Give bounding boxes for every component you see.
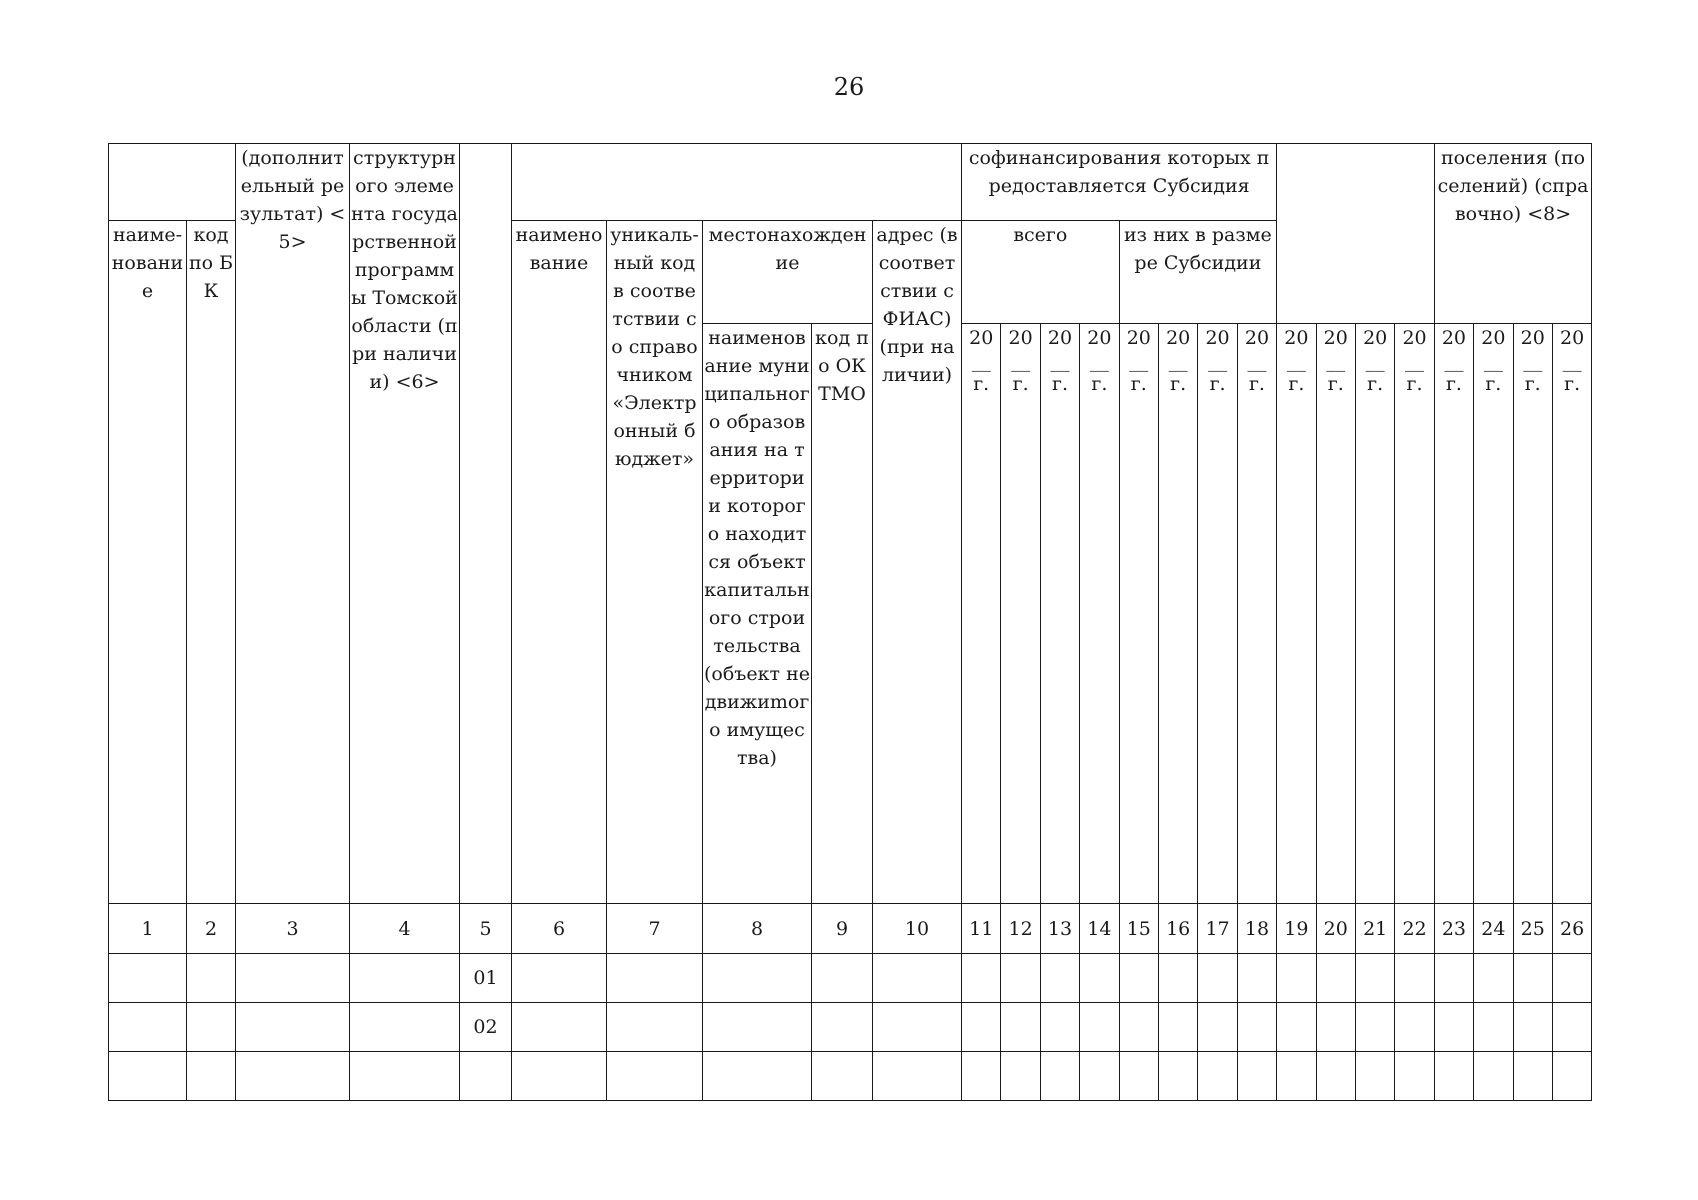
table-cell: [187, 1003, 236, 1052]
year-cell: [1001, 324, 1040, 904]
table-cell: [1277, 1052, 1316, 1101]
table-cell: [236, 954, 350, 1003]
year-cell: [1158, 324, 1197, 904]
header-col4-structural-element: структурного элемента государственной программы Томской области (при наличии) <6>: [350, 144, 460, 904]
table-cell: [1001, 954, 1040, 1003]
year-prefix: 20: [1284, 327, 1309, 349]
year-blank: __: [1050, 350, 1070, 372]
table-cell: [1277, 1003, 1316, 1052]
year-suffix: г.: [1209, 373, 1226, 395]
year-prefix: 20: [1047, 327, 1073, 349]
year-cell: [1395, 324, 1434, 904]
header-col10-address: адрес (в соответствии с ФИАС) (при наличии): [873, 221, 962, 904]
year-blank: __: [1326, 350, 1346, 372]
year-cell: [962, 324, 1001, 904]
table-cell: [812, 1003, 873, 1052]
column-number: 5: [460, 904, 512, 954]
year-suffix: г.: [1327, 373, 1344, 395]
table-cell: [1001, 1003, 1040, 1052]
table-cell: [1513, 954, 1552, 1003]
table-cell: [812, 954, 873, 1003]
year-suffix: г.: [1367, 373, 1384, 395]
table-row: [109, 954, 1592, 1003]
table-cell: [1355, 1003, 1394, 1052]
table-cell: [1198, 1052, 1237, 1101]
table-cell: [703, 1003, 812, 1052]
table-cell: [1434, 1052, 1473, 1101]
year-suffix: г.: [1130, 373, 1147, 395]
table-row: [109, 1052, 1592, 1101]
column-number: 8: [703, 904, 812, 954]
data-rows: [109, 954, 1592, 1101]
year-prefix: 20: [1244, 327, 1270, 349]
table-cell: [1513, 1052, 1552, 1101]
table-cell: [1552, 1003, 1591, 1052]
year-prefix: 20: [1126, 327, 1151, 349]
table-cell: [1395, 1003, 1434, 1052]
year-cell: [1355, 324, 1394, 904]
row-code: 02: [460, 1003, 512, 1052]
table-cell: [187, 1052, 236, 1101]
year-suffix: г.: [1485, 373, 1502, 395]
table-cell: [607, 1052, 703, 1101]
year-cell: [1513, 324, 1552, 904]
column-number: 4: [350, 904, 460, 954]
table-cell: [962, 1003, 1001, 1052]
column-number: 12: [1001, 904, 1040, 954]
header-col9-oktmo: код по ОКТМО: [812, 324, 873, 904]
table-cell: [1474, 954, 1513, 1003]
year-suffix: г.: [973, 373, 990, 395]
table-cell: [512, 1052, 607, 1101]
table-cell: [1434, 954, 1473, 1003]
column-number: 15: [1119, 904, 1158, 954]
year-prefix: 20: [1441, 327, 1467, 349]
header-subsidy-share: из них в размере Субсидии: [1119, 221, 1277, 324]
row-code: 01: [460, 954, 512, 1003]
table-cell: [1552, 954, 1591, 1003]
table-cell: [512, 954, 607, 1003]
header-total: всего: [962, 221, 1120, 324]
year-suffix: г.: [1170, 373, 1187, 395]
year-suffix: г.: [1564, 373, 1581, 395]
year-suffix: г.: [1248, 373, 1265, 395]
table-cell: [1119, 1052, 1158, 1101]
table-cell: [1395, 954, 1434, 1003]
year-suffix: г.: [1445, 373, 1462, 395]
table-cell: [1040, 1003, 1079, 1052]
column-number: 25: [1513, 904, 1552, 954]
year-suffix: г.: [1091, 373, 1108, 395]
header-col3-additional-result: (дополнительный результат) <5>: [236, 144, 350, 904]
table-cell: [1395, 1052, 1434, 1101]
table-cell: [1158, 1003, 1197, 1052]
row-code: [460, 1052, 512, 1101]
year-prefix: 20: [1087, 327, 1112, 349]
year-blank: __: [1523, 350, 1543, 372]
column-number: 26: [1552, 904, 1591, 954]
table-cell: [873, 1003, 962, 1052]
table-cell: [1237, 954, 1276, 1003]
year-blank: __: [1129, 350, 1149, 372]
year-blank: __: [1365, 350, 1385, 372]
year-prefix: 20: [1008, 327, 1033, 349]
year-cell: [1434, 324, 1473, 904]
table-cell: [512, 1003, 607, 1052]
column-number: 22: [1395, 904, 1434, 954]
year-prefix: 20: [1520, 327, 1545, 349]
year-blank: __: [1011, 350, 1031, 372]
year-prefix: 20: [1363, 327, 1388, 349]
table-cell: [607, 954, 703, 1003]
year-cell: [1080, 324, 1119, 904]
column-number: 13: [1040, 904, 1079, 954]
header-col6-name: наименование: [512, 221, 607, 904]
header-location: местонахождение: [703, 221, 873, 324]
table-cell: [1474, 1003, 1513, 1052]
header-col1-name: наименование: [109, 221, 187, 904]
column-number: 14: [1080, 904, 1119, 954]
table-cell: [109, 1003, 187, 1052]
year-suffix: г.: [1406, 373, 1423, 395]
table-cell: [1198, 954, 1237, 1003]
column-number: 19: [1277, 904, 1316, 954]
year-prefix: 20: [1402, 327, 1427, 349]
table-cell: [1040, 1052, 1079, 1101]
table-cell: [1474, 1052, 1513, 1101]
table-cell: [350, 954, 460, 1003]
column-number: 20: [1316, 904, 1355, 954]
header-group-19-22-empty: [1277, 144, 1435, 324]
column-number: 9: [812, 904, 873, 954]
form-table: [108, 143, 1592, 1101]
table-cell: [1080, 954, 1119, 1003]
table-cell: [350, 1003, 460, 1052]
table-cell: [109, 954, 187, 1003]
column-number: 6: [512, 904, 607, 954]
header-col2-code-bk: код по БК: [187, 221, 236, 904]
column-number: 17: [1198, 904, 1237, 954]
column-number: 1: [109, 904, 187, 954]
table-cell: [236, 1003, 350, 1052]
column-number: 2: [187, 904, 236, 954]
year-cell: [1552, 324, 1591, 904]
year-prefix: 20: [1323, 327, 1348, 349]
table-cell: [1080, 1052, 1119, 1101]
year-cell: [1277, 324, 1316, 904]
header-row-1: [109, 144, 1592, 221]
table-cell: [1552, 1052, 1591, 1101]
column-number: 21: [1355, 904, 1394, 954]
column-number: 3: [236, 904, 350, 954]
table-cell: [1198, 1003, 1237, 1052]
table-cell: [1237, 1052, 1276, 1101]
table-cell: [873, 1052, 962, 1101]
year-blank: __: [1247, 350, 1267, 372]
year-cell: [1474, 324, 1513, 904]
year-blank: __: [1286, 350, 1306, 372]
column-number: 23: [1434, 904, 1473, 954]
column-number: 11: [962, 904, 1001, 954]
table-cell: [236, 1052, 350, 1101]
header-cofinancing: софинансирования которых предоставляется Субсидия: [962, 144, 1277, 221]
header-col7-unique-code: уникальный код в соответствии со справочником «Электронный бюджет»: [607, 221, 703, 904]
column-number: 16: [1158, 904, 1197, 954]
column-number: 18: [1237, 904, 1276, 954]
year-blank: __: [1444, 350, 1464, 372]
header-group-empty: [109, 144, 236, 221]
year-suffix: г.: [1524, 373, 1541, 395]
year-blank: __: [1168, 350, 1188, 372]
column-number-row: [109, 904, 1592, 954]
year-blank: __: [971, 350, 991, 372]
table-cell: [187, 954, 236, 1003]
year-blank: __: [1483, 350, 1503, 372]
year-cell: [1316, 324, 1355, 904]
table-cell: [1119, 954, 1158, 1003]
column-number: 10: [873, 904, 962, 954]
header-col5-empty: [460, 144, 512, 904]
year-blank: __: [1562, 350, 1582, 372]
table-cell: [1158, 954, 1197, 1003]
table-cell: [1355, 1052, 1394, 1101]
year-prefix: 20: [1560, 327, 1585, 349]
year-blank: __: [1405, 350, 1425, 372]
table-cell: [607, 1003, 703, 1052]
year-cell: [1198, 324, 1237, 904]
table-cell: [1040, 954, 1079, 1003]
year-suffix: г.: [1012, 373, 1029, 395]
year-cell: [1119, 324, 1158, 904]
year-suffix: г.: [1288, 373, 1305, 395]
year-prefix: 20: [969, 327, 994, 349]
table-cell: [873, 954, 962, 1003]
header-settlements: поселения (поселений) (справочно) <8>: [1434, 144, 1592, 324]
year-blank: __: [1208, 350, 1228, 372]
table-cell: [1316, 1003, 1355, 1052]
table-cell: [1158, 1052, 1197, 1101]
table-cell: [1080, 1003, 1119, 1052]
table-cell: [1237, 1003, 1276, 1052]
year-cell: [1237, 324, 1276, 904]
table-cell: [1119, 1003, 1158, 1052]
table-cell: [1434, 1003, 1473, 1052]
table-cell: [1316, 1052, 1355, 1101]
table-cell: [812, 1052, 873, 1101]
column-number: 24: [1474, 904, 1513, 954]
year-blank: __: [1089, 350, 1109, 372]
table-cell: [1513, 1003, 1552, 1052]
table-cell: [962, 954, 1001, 1003]
year-cell: [1040, 324, 1079, 904]
table-cell: [1355, 954, 1394, 1003]
table-cell: [350, 1052, 460, 1101]
table-cell: [1316, 954, 1355, 1003]
year-prefix: 20: [1481, 327, 1506, 349]
table-cell: [703, 954, 812, 1003]
table-cell: [962, 1052, 1001, 1101]
column-number: 7: [607, 904, 703, 954]
year-suffix: г.: [1052, 373, 1068, 395]
table-cell: [1001, 1052, 1040, 1101]
page-number: 26: [833, 73, 865, 101]
year-prefix: 20: [1166, 327, 1191, 349]
header-group-object-empty: [512, 144, 962, 221]
year-prefix: 20: [1205, 327, 1230, 349]
table-cell: [109, 1052, 187, 1101]
table-row: [109, 1003, 1592, 1052]
header-col8-municipal-entity: наименование муниципального образования на территории которого находится объект капитального строительства (объект недвижиmого имущества): [703, 324, 812, 904]
table-cell: [703, 1052, 812, 1101]
table-cell: [1277, 954, 1316, 1003]
